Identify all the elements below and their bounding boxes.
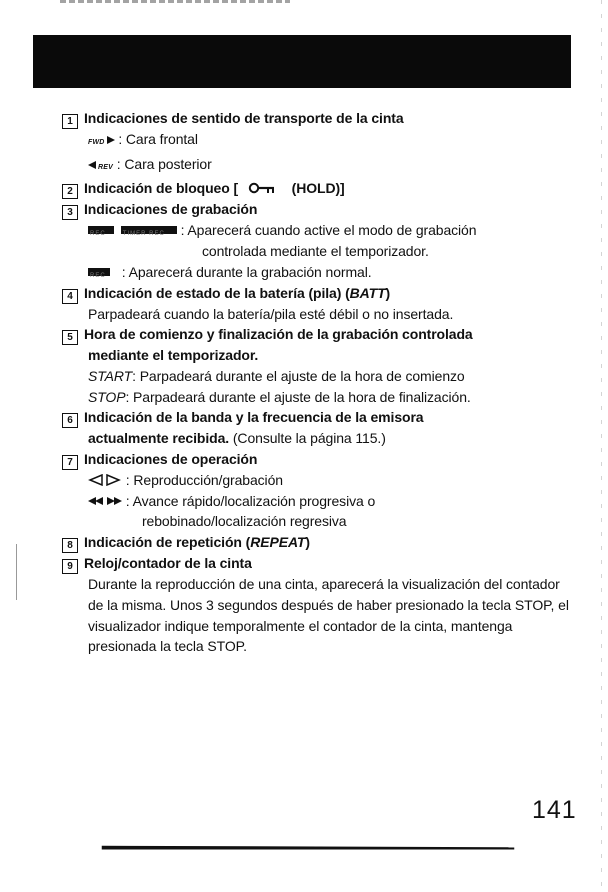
play-reverse-forward-icon bbox=[88, 474, 122, 486]
counter-paragraph: Durante la reproducción de una cinta, aparecerá la visualización del contador de la misma. Unos 3 segundos después de haber presionado la tecla STOP, el visualizador indique temporalmente el contador de la cinta, mantenga presionada la tecla STOP. bbox=[88, 576, 569, 655]
manual-content bbox=[62, 108, 597, 657]
ff-rew-line bbox=[62, 491, 597, 512]
ff-rew-text: : Avance rápido/localización progresiva o bbox=[125, 492, 376, 509]
rev-icon: REV bbox=[88, 164, 113, 171]
rec-indicator-icon: REC bbox=[88, 226, 114, 234]
item-6-cont bbox=[62, 428, 597, 449]
play-rec-text: : Reproducción/grabación bbox=[125, 472, 283, 489]
item-number: 4 bbox=[62, 289, 78, 304]
rec-text: : Aparecerá durante la grabación normal. bbox=[121, 263, 372, 280]
rec-indicator-icon: REC bbox=[88, 268, 110, 276]
item-6-heading bbox=[62, 407, 597, 428]
item-title: Indicación de la banda y la frecuencia de la emisora bbox=[84, 409, 424, 426]
item-title: Hora de comienzo y finalización de la grabación controlada bbox=[84, 326, 473, 343]
item-9-heading bbox=[62, 553, 597, 574]
item-title: Reloj/contador de la cinta bbox=[84, 555, 252, 572]
margin-mark bbox=[16, 544, 17, 600]
item-number: 2 bbox=[62, 184, 78, 199]
item-7-heading bbox=[62, 449, 597, 470]
item-number: 9 bbox=[62, 559, 78, 574]
item-number: 7 bbox=[62, 455, 78, 470]
page-ref: (Consulte la página 115.) bbox=[229, 430, 386, 447]
item-1-heading bbox=[62, 108, 597, 129]
item-title: actualmente recibida. bbox=[88, 430, 230, 447]
item-8-heading bbox=[62, 532, 597, 553]
item-number: 6 bbox=[62, 413, 78, 428]
rec-line bbox=[62, 262, 597, 283]
batt-label: BATT bbox=[349, 284, 386, 301]
item-5-heading-cont: mediante el temporizador. bbox=[88, 347, 259, 364]
item-5-heading bbox=[62, 324, 597, 345]
stop-label: STOP bbox=[88, 388, 126, 405]
item-title: Indicaciones de grabación bbox=[84, 201, 258, 218]
item-title: Indicaciones de operación bbox=[84, 451, 258, 468]
timer-rec-indicator-icon: TIMER REC bbox=[121, 226, 177, 234]
page-number: 141 bbox=[532, 796, 577, 824]
item-2-heading bbox=[62, 178, 597, 199]
rev-line bbox=[62, 154, 597, 179]
start-text: : Parpadeará durante el ajuste de la hora de comienzo bbox=[132, 367, 465, 384]
item-number: 8 bbox=[62, 538, 78, 553]
key-icon bbox=[248, 182, 282, 194]
item-title-suffix: ) bbox=[385, 284, 391, 301]
item-title: Indicación de repetición ( bbox=[84, 534, 251, 551]
timer-rec-line-2: controlada mediante el temporizador. bbox=[202, 243, 429, 260]
rewind-fast-forward-icon bbox=[88, 495, 122, 507]
rev-text: : Cara posterior bbox=[116, 155, 212, 172]
stop-line bbox=[62, 387, 597, 408]
timer-rec-line bbox=[62, 220, 597, 241]
fwd-icon: FWD bbox=[88, 139, 115, 146]
stop-text: : Parpadeará durante el ajuste de la hora de finalización. bbox=[125, 388, 471, 405]
repeat-label: REPEAT bbox=[250, 534, 306, 551]
item-number: 1 bbox=[62, 114, 78, 129]
item-title-suffix: (HOLD)] bbox=[291, 180, 345, 197]
item-title: Indicaciones de sentido de transporte de la cinta bbox=[84, 110, 404, 126]
item-3-heading bbox=[62, 199, 597, 220]
start-line bbox=[62, 366, 597, 387]
page-edge bbox=[601, 0, 602, 892]
start-label: START bbox=[88, 367, 133, 384]
fwd-text: : Cara frontal bbox=[118, 131, 198, 147]
item-4-heading bbox=[62, 283, 597, 304]
item-title: Indicación de bloqueo [ bbox=[84, 180, 239, 197]
batt-text: Parpadeará cuando la batería/pila esté débil o no insertada. bbox=[88, 305, 454, 322]
play-rec-line bbox=[62, 470, 597, 491]
ff-rew-line-2: rebobinado/localización regresiva bbox=[142, 513, 347, 530]
timer-rec-text: : Aparecerá cuando active el modo de grabación bbox=[180, 222, 477, 239]
header-bar bbox=[33, 35, 571, 88]
bottom-rule bbox=[33, 845, 583, 851]
item-title-suffix: ) bbox=[305, 534, 310, 551]
item-number: 5 bbox=[62, 330, 78, 345]
top-edge-artifact bbox=[60, 0, 290, 3]
item-number: 3 bbox=[62, 205, 78, 220]
fwd-line bbox=[62, 129, 597, 154]
item-title: Indicación de estado de la batería (pila) ( bbox=[84, 284, 350, 301]
